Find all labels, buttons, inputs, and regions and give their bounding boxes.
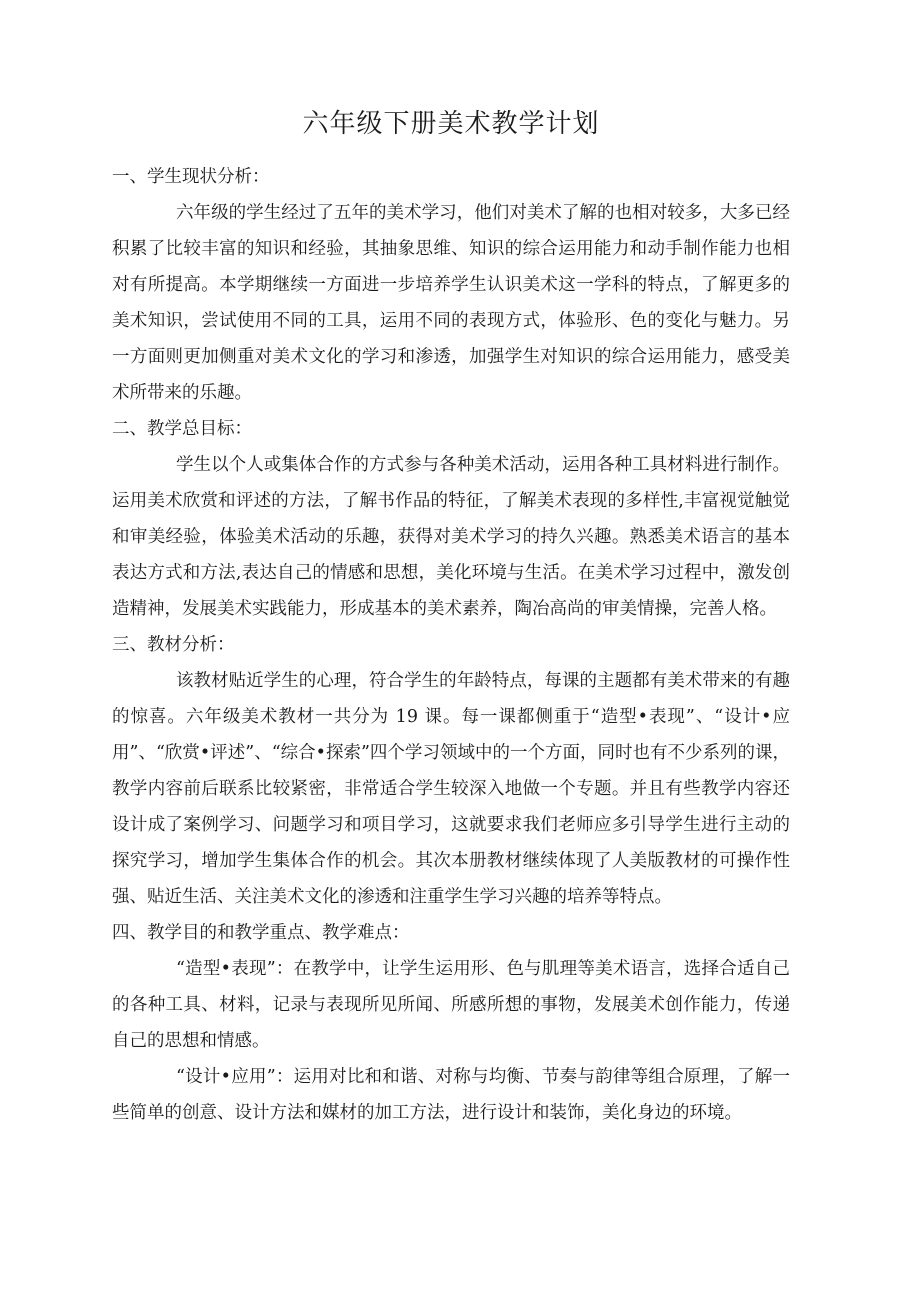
section-heading: 三、教材分析：	[112, 635, 235, 655]
section-heading: 四、教学目的和教学重点、教学难点：	[112, 923, 410, 943]
section-heading: 一、学生现状分析：	[112, 167, 270, 187]
document-body	[112, 159, 790, 1131]
page-title: 六年级下册美术教学计划	[302, 109, 600, 139]
section-heading: 二、教学总目标：	[112, 419, 252, 439]
paragraph: 该教材贴近学生的心理，符合学生的年龄特点，每课的主题都有美术带来的有趣的惊喜。六年级美术教材一共分为 19 课。每一课都侧重于“造型•表现”、“设计•应用”、“欣赏•评述”、“综合•探索”四个学习领域中的一个方面，同时也有不少系列的课，教学内容前后联系比较紧密，非常适合学生较深入地做一个专题。并且有些教学内容还设计成了案例学习、问题学习和项目学习，这就要求我们老师应多引导学生进行主动的探究学习，增加学生集体合作的机会。其次本册教材继续体现了人美版教材的可操作性强、贴近生活、关注美术文化的渗透和注重学生学习兴趣的培养等特点。	[112, 671, 790, 907]
paragraph: “设计•应用”：运用对比和和谐、对称与均衡、节奏与韵律等组合原理，了解一些简单的创意、设计方法和媒材的加工方法，进行设计和装饰，美化身边的环境。	[112, 1067, 790, 1123]
paragraph: 六年级的学生经过了五年的美术学习，他们对美术了解的也相对较多，大多已经积累了比较丰富的知识和经验，其抽象思维、知识的综合运用能力和动手制作能力也相对有所提高。本学期继续一方面进一步培养学生认识美术这一学科的特点，了解更多的美术知识，尝试使用不同的工具，运用不同的表现方式，体验形、色的变化与魅力。另一方面则更加侧重对美术文化的学习和渗透，加强学生对知识的综合运用能力，感受美术所带来的乐趣。	[112, 203, 790, 403]
paragraph: “造型•表现”：在教学中，让学生运用形、色与肌理等美术语言，选择合适自己的各种工具、材料，记录与表现所见所闻、所感所想的事物，发展美术创作能力，传递自己的思想和情感。	[112, 959, 790, 1051]
paragraph: 学生以个人或集体合作的方式参与各种美术活动，运用各种工具材料进行制作。运用美术欣赏和评述的方法，了解书作品的特征，了解美术表现的多样性,丰富视觉触觉和审美经验，体验美术活动的乐趣，获得对美术学习的持久兴趣。熟悉美术语言的基本表达方式和方法,表达自己的情感和思想，美化环境与生活。在美术学习过程中，激发创造精神，发展美术实践能力，形成基本的美术素养，陶冶高尚的审美情操，完善人格。	[112, 455, 790, 619]
